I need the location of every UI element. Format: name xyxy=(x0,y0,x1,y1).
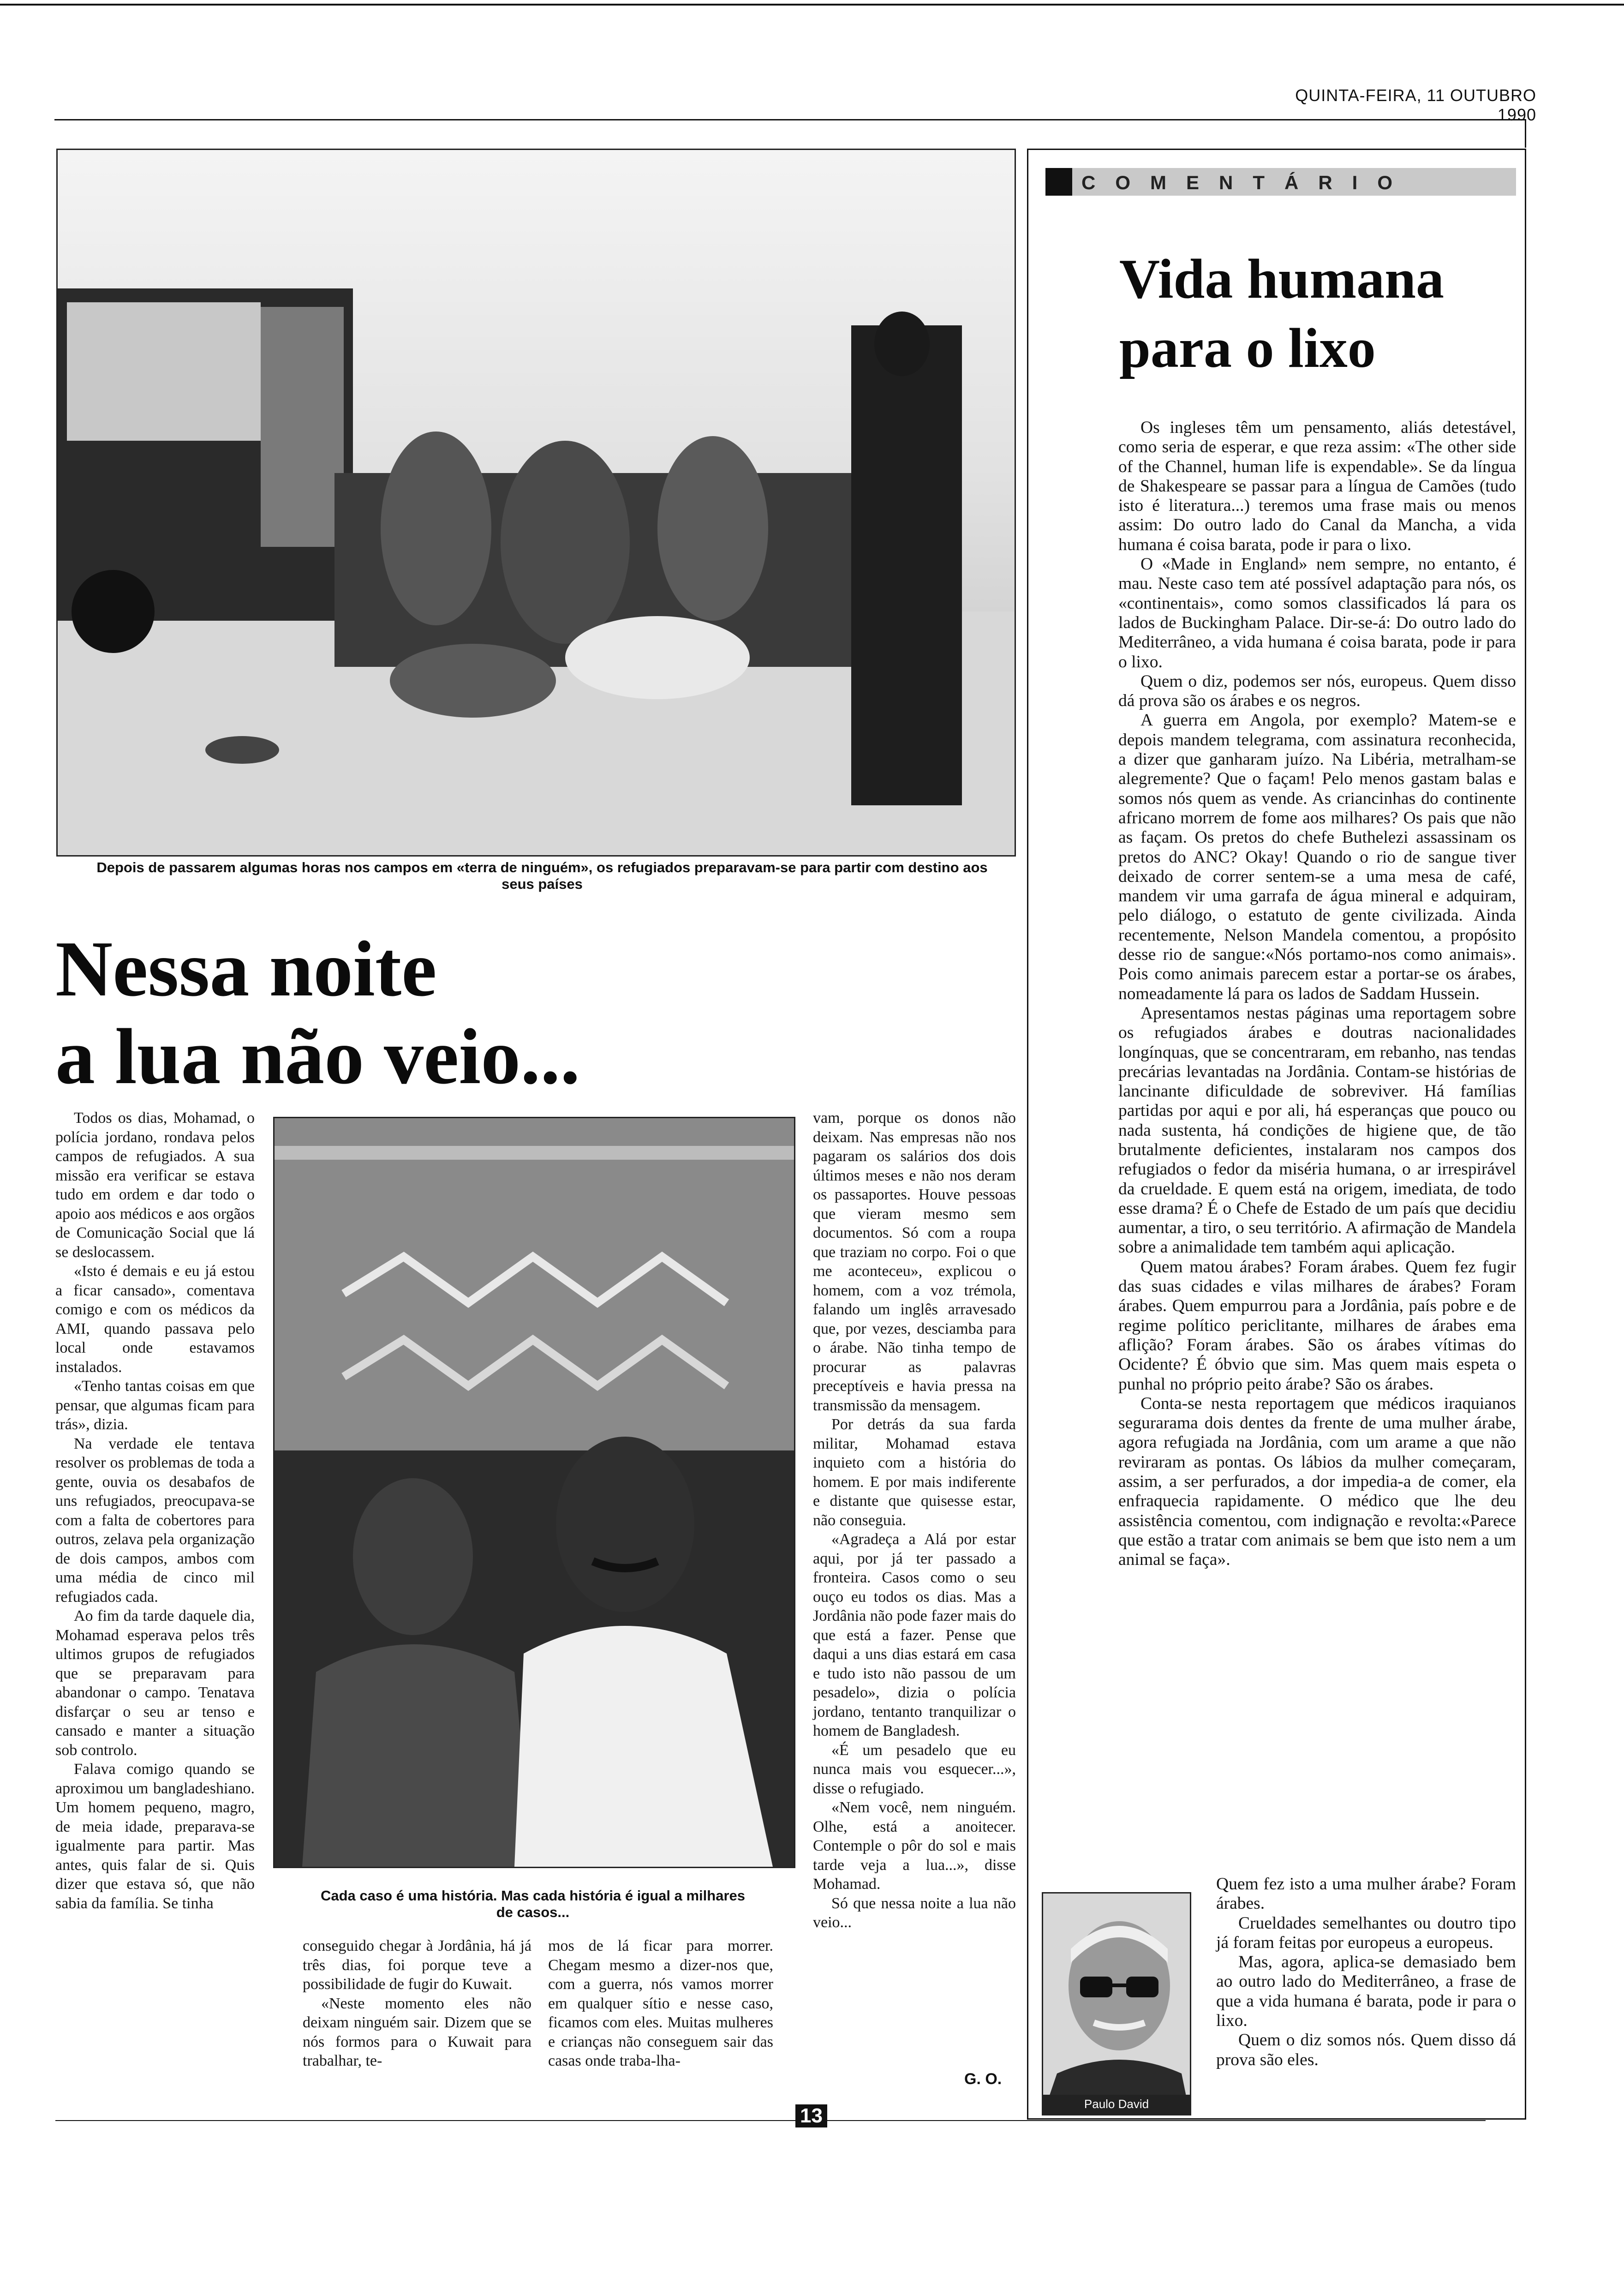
commentary-kicker xyxy=(1045,168,1516,196)
main-headline-line1: Nessa noite xyxy=(55,925,437,1013)
footer-rule xyxy=(55,2120,1486,2121)
photo-top-caption: Depois de passarem algumas horas nos campos em «terra de ninguém», os refugiados preparavam-se para partir com destino aos seus países xyxy=(96,859,988,892)
author-name: Paulo David xyxy=(1084,2097,1149,2111)
commentary-paragraph: Quem fez isto a uma mulher árabe? Foram árabes. xyxy=(1216,1875,1516,1913)
kicker-label: COMENTÁRIO xyxy=(1081,172,1412,193)
commentary-paragraph: Os ingleses têm um pensamento, aliás detestável, como seria de esperar, e que reza assim: «The other side of the Channel, human life is expendable». Se da língua de Shakespeare se passar para a língua de Camões (tudo isto é literatura...) teremos uma frase mais ou menos assim: Do outro lado do Canal da Mancha, a vida humana é coisa barata, pode ir para o lixo. xyxy=(1118,418,1516,554)
article-paragraph: «Agradeça a Alá por estar aqui, por já ter passado a fronteira. Casos como o seu ouço eu todos os dias. Mas a Jordânia não pode fazer mais do que está a fazer. Pense que daqui a uns dias estará em casa e tudo isto não passou de um pesadelo», dizia o polícia jordano, tentanto tranquilizar o homem de Bangladesh. xyxy=(813,1531,1016,1739)
article-paragraph: «Tenho tantas coisas em que pensar, que algumas ficam para trás», dizia. xyxy=(55,1378,255,1433)
article-paragraph: «Isto é demais e eu já estou a ficar cansado», comentava comigo e com os médicos da AMI, quando passava pelo local onde estavamos instalados. xyxy=(55,1263,255,1376)
article-paragraph: Só que nessa noite a lua não veio... xyxy=(813,1894,1016,1931)
article-paragraph: Falava comigo quando se aproximou um bangladeshiano. Um homem pequeno, magro, de meia idade, preparava-se igualmente para partir. Mas antes, quis falar de si. Quis dizer que estava só, que não sabia da família. Se tinha xyxy=(55,1761,255,1912)
article-paragraph: «É um pesadelo que eu nunca mais vou esquecer...», disse o refugiado. xyxy=(813,1741,1016,1797)
commentary-paragraph: O «Made in England» nem sempre, no entanto, é mau. Neste caso tem até possível adaptação para nós, os «continentais», como somos classificados lá para os lados de Buckingham Palace. Dir-se-á: Do outro lado do Mediterrâneo, a vida humana é coisa barata, pode ir para o lixo. xyxy=(1118,555,1516,671)
article-paragraph: Todos os dias, Mohamad, o polícia jordano, rondava pelos campos de refugiados. A sua missão era verificar se estava tudo em ordem e dar todo o apoio aos médicos e aos orgãos de Comunicação Social que lá se deslocassem. xyxy=(55,1109,255,1261)
main-headline-line2: a lua não veio... xyxy=(55,1013,580,1101)
commentary-paragraph: Quem matou árabes? Foram árabes. Quem fez fugir das suas cidades e vilas milhares de árabes? Foram árabes. Quem empurrou para a Jordânia, país pobre e de regime político periclitante, milhares de árabes ema aflição? Foram árabes. São os árabes vítimas do Ocidente? É óbvio que sim. Mas quem mais espeta o punhal no próprio peito árabe? São os árabes. xyxy=(1118,1257,1516,1394)
article-paragraph: conseguido chegar à Jordânia, há já três dias, foi porque teve a possibilidade de fugir do Kuwait. xyxy=(303,1937,531,1993)
commentary-paragraph: Quem o diz somos nós. Quem disso dá prova são eles. xyxy=(1216,2031,1516,2069)
commentary-paragraph: A guerra em Angola, por exemplo? Matem-se e depois mandem telegrama, com assinatura reconhecida, a dizer que ganharam juízo. Na Libéria, metralham-se alegremente? Que o façam! Pelo menos gastam balas e somos nós quem as vende. As criancinhas do continente africano morrem de fome aos milhares? Os pais que não as façam. Os pretos do chefe Buthelezi assassinam os pretos do ANC? Okay! Quando o rio de sangue tiver deixado de correr sentem-se a uma mesa de café, mandem vir uma garrafa de água mineral e adquiram, pelo diálogo, o estatuto de gente civilizada. Ainda recentemente, Nelson Mandela comentou, a propósito desse rio de sangue:«Nós portamo-nos como animais». Pois como animais parecem estar a portar-se os árabes, nomeadamente lá para os lados de Saddam Hussein. xyxy=(1118,711,1516,1003)
article-paragraph: vam, porque os donos não deixam. Nas empresas não nos pagaram os salários dos dois últimos meses e não nos deram os passaportes. Houve pessoas que vieram mesmo sem documentos. Só com a roupa que traziam no corpo. Foi o que me aconteceu», explicou o homem, com a voz trémola, falando um inglês arravesado que, por vezes, desciamba para o árabe. Não tinha tempo de procurar as palavras preceptíveis e havia pressa na transmissão da mensagem. xyxy=(813,1109,1016,1414)
top-rule xyxy=(0,4,1624,6)
commentary-paragraph: Apresentamos nestas páginas uma reportagem sobre os refugiados árabes e doutras nacionalidades longínquas, que se concentraram, em rebanho, nas tendas precárias levantadas na Jordânia. Contam-se histórias de lancinante dificuldade de sobreviver. Há famílias partidas por aqui e por ali, há esperanças que pouco ou nada sustenta, há condições de higiene que, de tão brutalmente deficientes, instalaram nos campos dos refugiados o fedor da miséria humana, o ar irrespirável da crueldade. E quem está na origem, imediata, de todo esse drama? É o Chefe de Estado de um país que decidiu aumentar, a tiro, o seu território. A afirmação de Mandela sobre a animalidade tem também aqui aplicação. xyxy=(1118,1003,1516,1257)
author-photo xyxy=(1042,1892,1191,2115)
article-signature: G. O. xyxy=(964,2070,1002,2088)
article-column-1 xyxy=(55,1109,255,1913)
article-paragraph: Na verdade ele tentava resolver os problemas de toda a gente, ouvia os desabafos de uns refugiados, preocupava-se com a falta de cobertores para outros, zelava pela organização de dois campos, ambos com uma média de cinco mil refugiados cada. xyxy=(55,1435,255,1606)
article-column-3 xyxy=(548,1936,773,2071)
commentary-headline-line1: Vida humana xyxy=(1119,248,1445,310)
article-paragraph: «Nem você, nem ninguém. Olhe, está a anoitecer. Contemple o pôr do sol e mais tarde veja a lua...», disse Mohamad. xyxy=(813,1799,1016,1893)
commentary-headline-line2: para o lixo xyxy=(1119,317,1376,379)
article-paragraph: Ao fim da tarde daquele dia, Mohamad esperava pelos três ultimos grupos de refugiados que se preparavam para abandonar o campo. Tenatava disfarçar o seu ar tenso e cansado e manter a situação sob controlo. xyxy=(55,1607,255,1759)
refugee-camp-photo xyxy=(56,149,1016,857)
commentary-paragraph: Conta-se nesta reportagem que médicos iraquianos segurarama dois dentes da frente de uma mulher árabe, agora refugiada na Jordânia, com um arame a que não reviraram as pontas. Os lábios da mulher começaram, assim, a ser perfurados, a dor impedia-a de comer, ela enfraquecia rapidamente. O médico que lhe deu assistência comentou, com indignação e revolta:«Parece que estão a tratar com animais se bem que isto nem a um animal se faça». xyxy=(1118,1394,1516,1570)
photo-inline-caption: Cada caso é uma história. Mas cada história é igual a milhares de casos... xyxy=(320,1888,746,1920)
commentary-box-right-border xyxy=(1525,149,1526,2119)
commentary-box-top-border xyxy=(1027,149,1525,150)
commentary-body-narrow xyxy=(1216,1875,1516,2070)
article-paragraph: Por detrás da sua farda militar, Mohamad estava inquieto com a história do homem. E por mais indiferente e distante que quisesse estar, não conseguia. xyxy=(813,1416,1016,1529)
commentary-box-left-border xyxy=(1027,149,1028,2119)
page-number: 13 xyxy=(795,2104,827,2127)
kicker-square-icon xyxy=(1045,168,1072,196)
two-men-photo-image xyxy=(275,1118,794,1867)
commentary-paragraph: Mas, agora, aplica-se demasiado bem ao outro lado do Mediterrâneo, a frase de que a vida humana é barata, pode ir para o lixo. xyxy=(1216,1953,1516,2031)
commentary-body xyxy=(1118,418,1516,1570)
dateline: QUINTA-FEIRA, 11 OUTUBRO 1990 xyxy=(1295,86,1536,124)
author-portrait-image xyxy=(1043,1894,1190,2114)
commentary-paragraph: Crueldades semelhantes ou doutro tipo já foram feitas por europeus a europeus. xyxy=(1216,1913,1516,1952)
article-column-2 xyxy=(303,1936,531,2071)
refugee-camp-photo-image xyxy=(58,150,1015,855)
article-column-4 xyxy=(813,1109,1016,1932)
commentary-box-bottom-border xyxy=(1027,2118,1526,2120)
article-paragraph: mos de lá ficar para morrer. Chegam mesmo a dizer-nos que, com a guerra, nós vamos morrer em qualquer sítio e nesse caso, ficamos com eles. Muitas mulheres e crianças não conseguem sair das casas onde traba-lha- xyxy=(548,1937,773,2069)
two-men-photo xyxy=(273,1117,795,1868)
article-paragraph: «Neste momento eles não deixam ninguém sair. Dizem que se nós formos para o Kuwait para trabalhar, te- xyxy=(303,1995,531,2069)
commentary-paragraph: Quem o diz, podemos ser nós, europeus. Quem disso dá prova são os árabes e os negros. xyxy=(1118,671,1516,711)
